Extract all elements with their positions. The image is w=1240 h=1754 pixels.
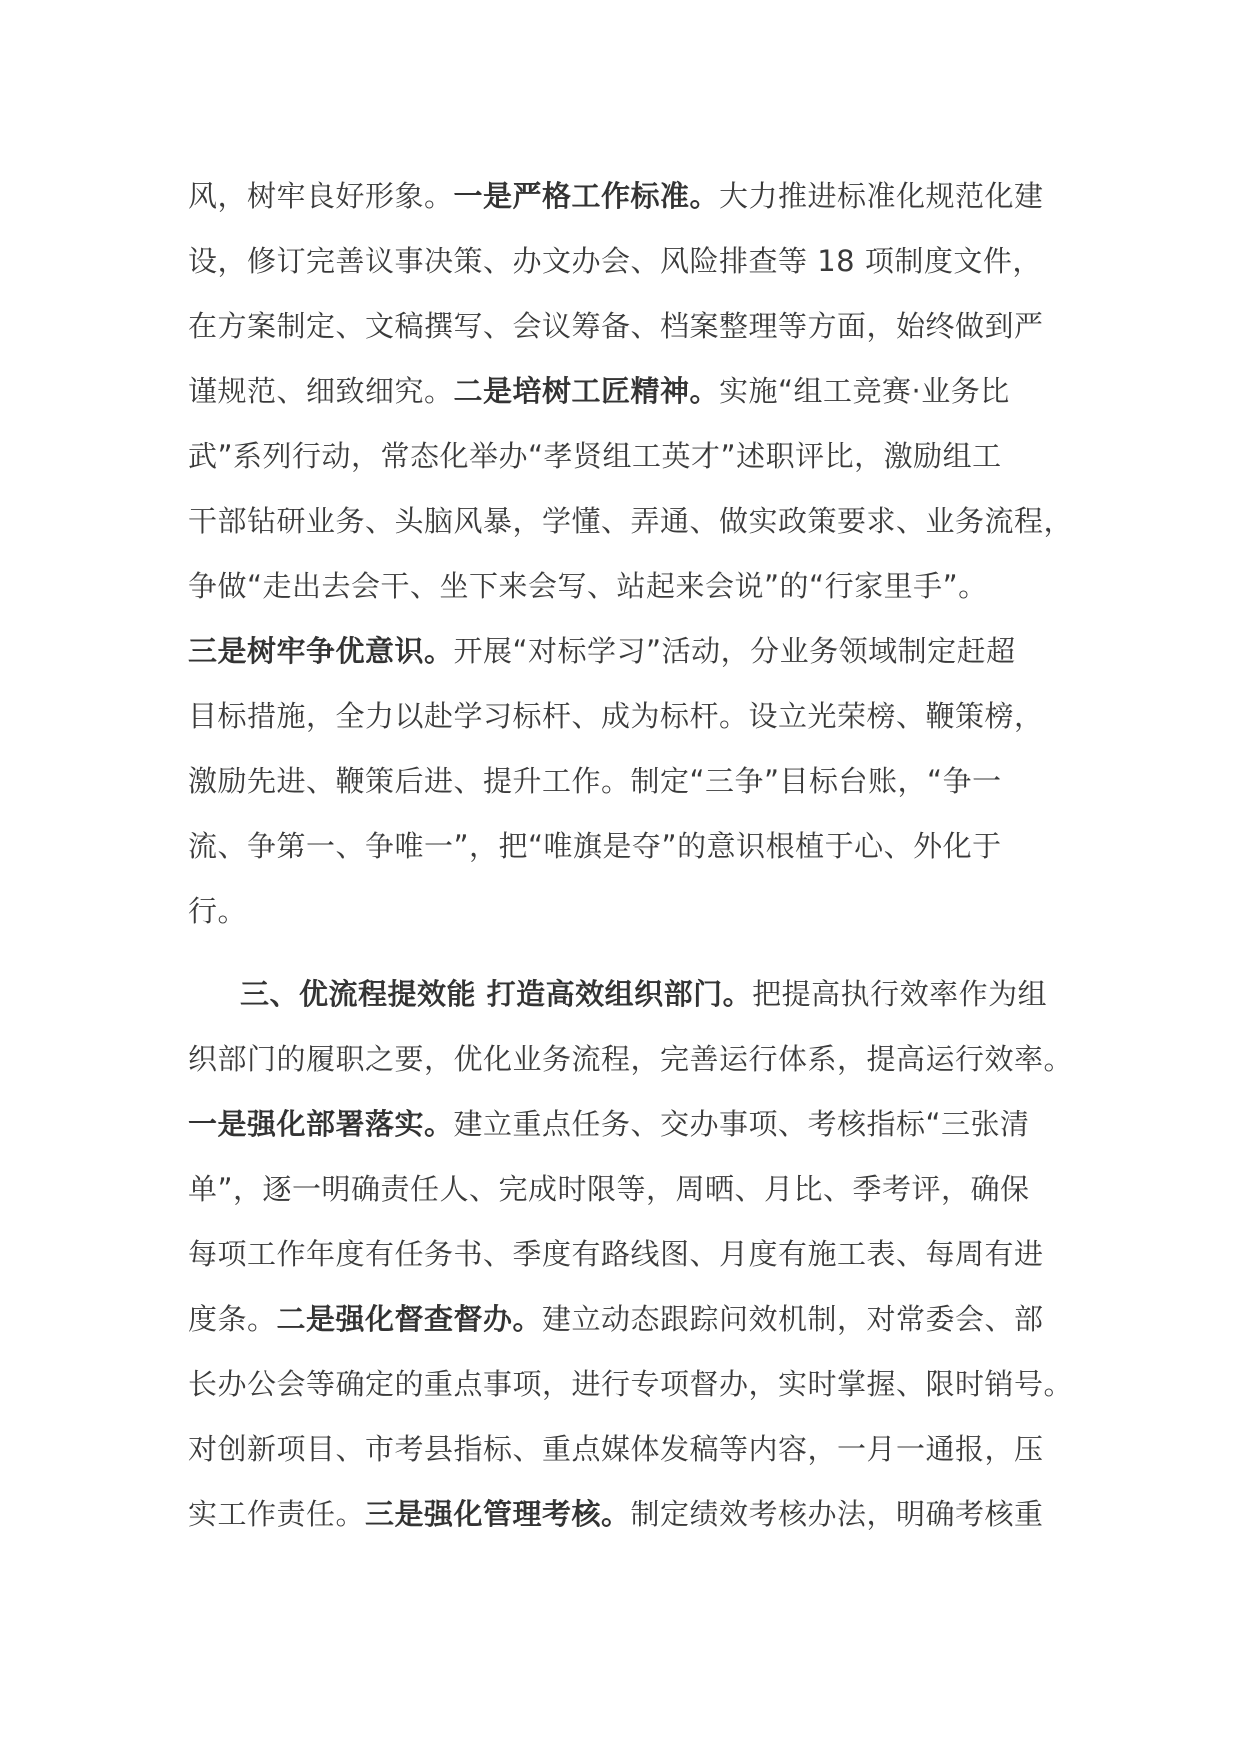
text-line: 实工作责任。三是强化管理考核。制定绩效考核办法，明确考核重 (188, 1497, 1044, 1531)
text-line: 激励先进、鞭策后进、提升工作。制定“三争”目标台账，“争一 (188, 764, 1002, 798)
text-line: 长办公会等确定的重点事项，进行专项督办，实时掌握、限时销号。 (188, 1367, 1074, 1401)
text-line: 对创新项目、市考县指标、重点媒体发稿等内容，一月一通报，压 (188, 1432, 1044, 1466)
bold-heading: 一是严格工作标准。 (453, 179, 720, 213)
text-line: 单”，逐一明确责任人、完成时限等，周晒、月比、季考评，确保 (188, 1172, 1030, 1206)
text-line: 每项工作年度有任务书、季度有路线图、月度有施工表、每周有进 (188, 1237, 1044, 1271)
section-heading: 三、优流程提效能 打造高效组织部门。 (240, 977, 753, 1011)
text-line: 流、争第一、争唯一”，把“唯旗是夺”的意识根植于心、外化于 (188, 829, 1002, 863)
bold-heading: 一是强化部署落实。 (188, 1107, 454, 1141)
text-line: 干部钻研业务、头脑风暴，学懂、弄通、做实政策要求、业务流程， (188, 504, 1074, 538)
body-paragraph-1 (188, 164, 1074, 944)
bold-heading: 二是强化督查督办。 (276, 1302, 543, 1336)
text-line: 目标措施，全力以赴学习标杆、成为标杆。设立光荣榜、鞭策榜， (188, 699, 1044, 733)
text-line: 设，修订完善议事决策、办文办会、风险排查等 18 项制度文件， (188, 244, 1042, 278)
text-line: 三是树牢争优意识。开展“对标学习”活动，分业务领域制定赶超 (188, 634, 1016, 668)
text-line: 武”系列行动，常态化举办“孝贤组工英才”述职评比，激励组工 (188, 439, 1002, 473)
bold-heading: 三是树牢争优意识。 (188, 634, 454, 668)
bold-heading: 三是强化管理考核。 (365, 1497, 631, 1531)
text-line: 风，树牢良好形象。一是严格工作标准。大力推进标准化规范化建 (188, 179, 1044, 213)
body-paragraph-2 (188, 962, 1074, 1547)
text-line: 行。 (188, 894, 248, 928)
text-line: 谨规范、细致细究。二是培树工匠精神。实施“组工竞赛·业务比 (188, 374, 1010, 408)
text-line: 争做“走出去会干、坐下来会写、站起来会说”的“行家里手”。 (188, 569, 988, 603)
bold-heading: 二是培树工匠精神。 (453, 374, 720, 408)
text-line: 在方案制定、文稿撰写、会议筹备、档案整理等方面，始终做到严 (188, 309, 1044, 343)
text-line: 一是强化部署落实。建立重点任务、交办事项、考核指标“三张清 (188, 1107, 1030, 1141)
section-heading-line: 三、优流程提效能 打造高效组织部门。把提高执行效率作为组 (240, 977, 1048, 1011)
text-line: 度条。二是强化督查督办。建立动态跟踪问效机制，对常委会、部 (188, 1302, 1044, 1336)
text-line: 织部门的履职之要，优化业务流程，完善运行体系，提高运行效率。 (188, 1042, 1074, 1076)
